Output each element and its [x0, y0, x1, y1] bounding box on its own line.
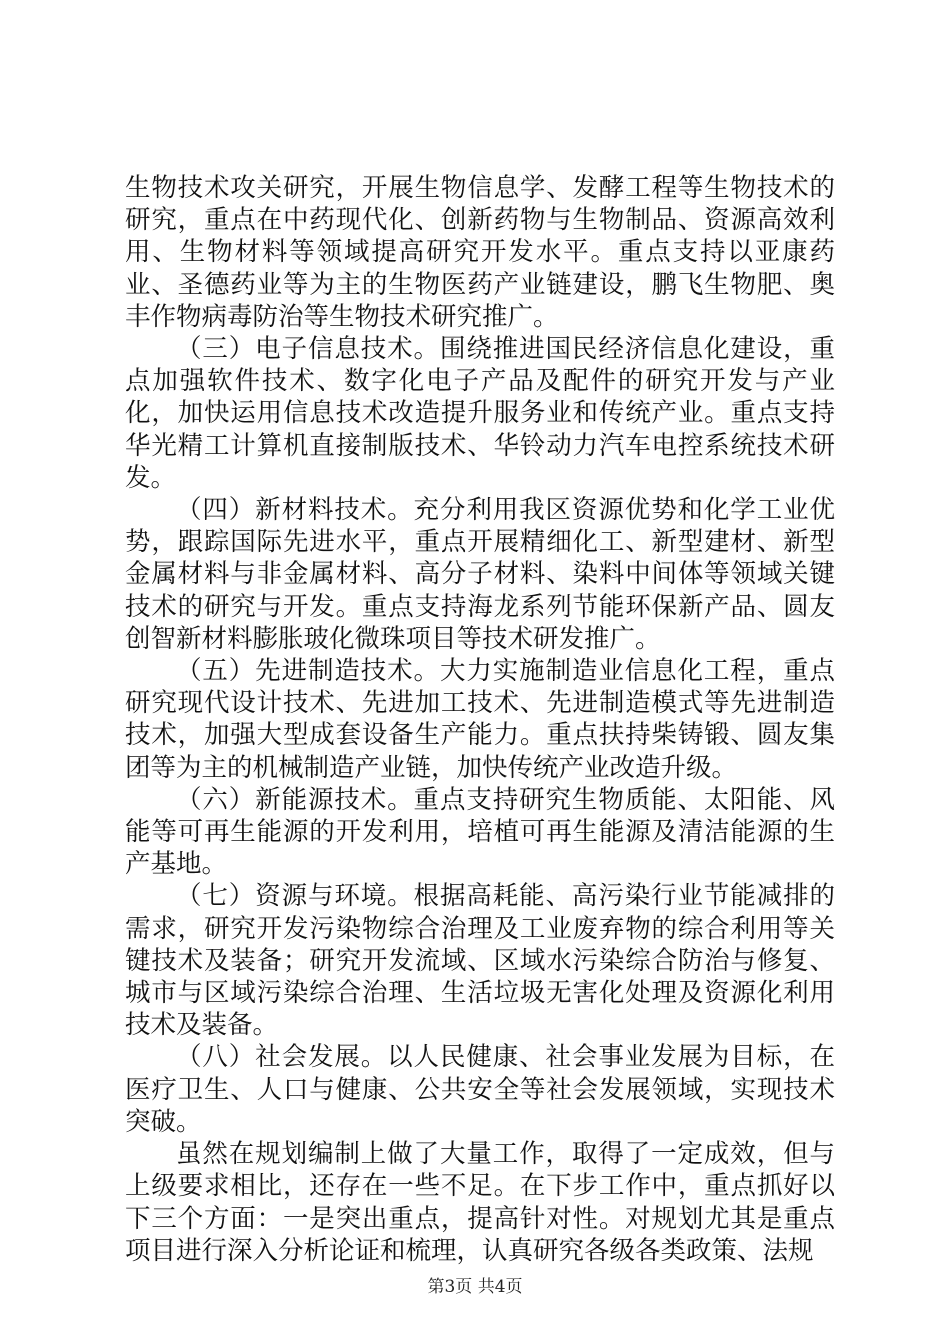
- paragraph-shortcomings: 虽然在规划编制上做了大量工作，取得了一定成效，但与上级要求相比，还存在一些不足。在下步工作中，重点抓好以下三个方面：一是突出重点，提高针对性。对规划尤其是重点项目进行深入分析论证和梳理，认真研究各级各类政策、法规: [125, 1139, 835, 1266]
- page-number-footer: 第3页 共4页: [427, 1277, 523, 1297]
- paragraph-social-development: （八）社会发展。以人民健康、社会事业发展为目标，在医疗卫生、人口与健康、公共安全等社会发展领域，实现技术突破。: [125, 1042, 835, 1137]
- paragraph-resources-environment: （七）资源与环境。根据高耗能、高污染行业节能减排的需求，研究开发污染物综合治理及工业废弃物的综合利用等关键技术及装备；研究开发流域、区域水污染综合防治与修复、城市与区域污染综合治理、生活垃圾无害化处理及资源化利用技术及装备。: [125, 881, 835, 1041]
- paragraph-electronic-info: （三）电子信息技术。围绕推进国民经济信息化建设，重点加强软件技术、数字化电子产品及配件的研究开发与产业化，加快运用信息技术改造提升服务业和传统产业。重点支持华光精工计算机直接制版技术、华铃动力汽车电控系统技术研发。: [125, 334, 835, 493]
- paragraph-new-energy: （六）新能源技术。重点支持研究生物质能、太阳能、风能等可再生能源的开发利用，培植可再生能源及清洁能源的生产基地。: [125, 784, 835, 880]
- document-body: [125, 172, 835, 1267]
- paragraph-biotech-continued: 生物技术攻关研究，开展生物信息学、发酵工程等生物技术的研究，重点在中药现代化、创新药物与生物制品、资源高效利用、生物材料等领域提高研究开发水平。重点支持以亚康药业、圣德药业等为主的生物医药产业链建设，鹏飞生物肥、奥丰作物病毒防治等生物技术研究推广。: [125, 173, 835, 332]
- paragraph-new-materials: （四）新材料技术。充分利用我区资源优势和化学工业优势，跟踪国际先进水平，重点开展精细化工、新型建材、新型金属材料与非金属材料、高分子材料、染料中间体等领域关键技术的研究与开发。重点支持海龙系列节能环保新产品、圆友创智新材料膨胀玻化微珠项目等技术研发推广。: [125, 495, 835, 654]
- paragraph-advanced-manufacturing: （五）先进制造技术。大力实施制造业信息化工程，重点研究现代设计技术、先进加工技术、先进制造模式等先进制造技术，加强大型成套设备生产能力。重点扶持柴铸锻、圆友集团等为主的机械制造产业链，加快传统产业改造升级。: [125, 656, 835, 783]
